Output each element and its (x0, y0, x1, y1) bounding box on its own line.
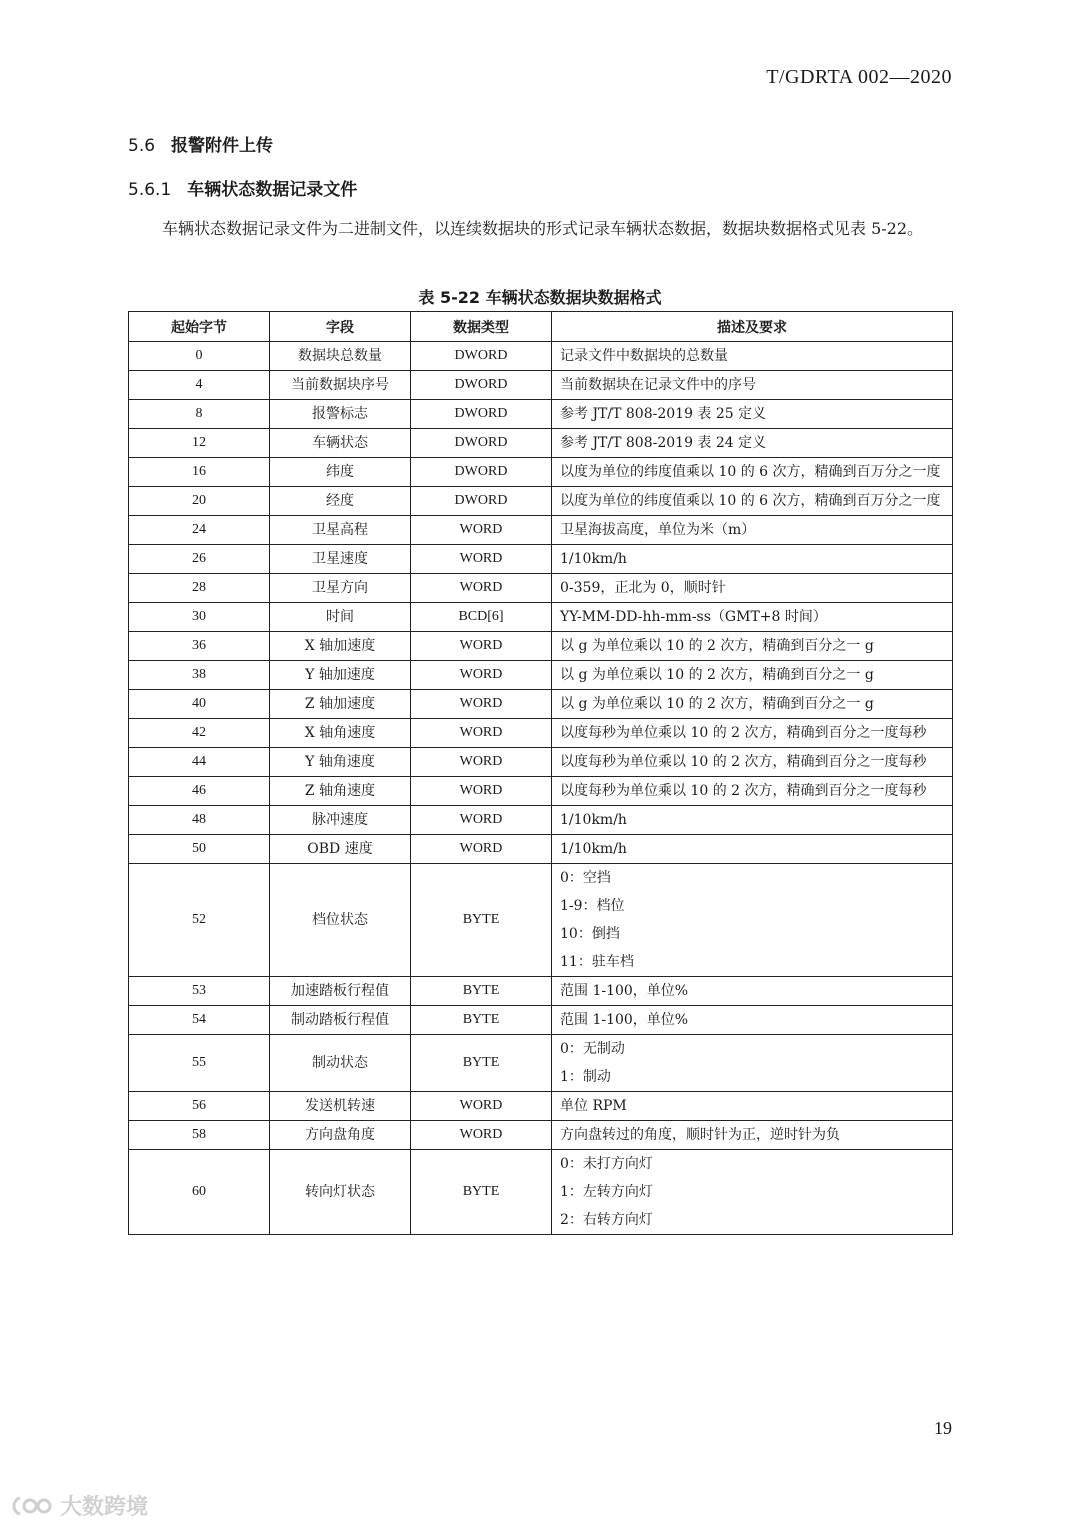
description-line: 以度每秒为单位乘以 10 的 2 次方，精确到百分之一度每秒 (560, 754, 927, 770)
description-line: 单位 RPM (560, 1098, 627, 1114)
table-row (129, 864, 953, 977)
cell-field: Z 轴加速度 (270, 690, 411, 719)
cell-data-type: WORD (411, 690, 552, 719)
table-row (129, 806, 953, 835)
cell-data-type: BYTE (411, 864, 552, 977)
cell-field: 档位状态 (270, 864, 411, 977)
cell-start-byte: 55 (129, 1035, 270, 1092)
cell-start-byte: 30 (129, 603, 270, 632)
description-line: 方向盘转过的角度，顺时针为正，逆时针为负 (560, 1127, 840, 1143)
header-data-type: 数据类型 (411, 312, 552, 342)
description-line: 1/10km/h (560, 551, 627, 567)
description-line: 以 g 为单位乘以 10 的 2 次方，精确到百分之一 g (560, 667, 874, 683)
cell-data-type: BYTE (411, 1150, 552, 1235)
table-row (129, 632, 953, 661)
table-row (129, 603, 953, 632)
cell-description (552, 748, 953, 777)
table-row (129, 719, 953, 748)
cell-start-byte: 48 (129, 806, 270, 835)
cell-description (552, 690, 953, 719)
cell-field: 车辆状态 (270, 429, 411, 458)
cell-data-type: WORD (411, 545, 552, 574)
description-line: 范围 1-100，单位% (560, 1012, 689, 1028)
table-row (129, 1121, 953, 1150)
table-row (129, 429, 953, 458)
cell-start-byte: 53 (129, 977, 270, 1006)
description-line: 以度每秒为单位乘以 10 的 2 次方，精确到百分之一度每秒 (560, 725, 927, 741)
table-row (129, 458, 953, 487)
section-number: 5.6 (128, 136, 156, 156)
cell-description (552, 1150, 953, 1235)
cell-start-byte: 60 (129, 1150, 270, 1235)
cell-description (552, 487, 953, 516)
cell-start-byte: 46 (129, 777, 270, 806)
table-body (129, 342, 953, 1235)
cell-start-byte: 24 (129, 516, 270, 545)
watermark-logo-icon (10, 1494, 54, 1518)
cell-start-byte: 52 (129, 864, 270, 977)
cell-field: Z 轴角速度 (270, 777, 411, 806)
cell-start-byte: 40 (129, 690, 270, 719)
table-row (129, 1092, 953, 1121)
table-row (129, 661, 953, 690)
cell-field: 卫星高程 (270, 516, 411, 545)
description-line: 参考 JT/T 808-2019 表 24 定义 (560, 435, 767, 451)
cell-data-type: WORD (411, 835, 552, 864)
table-row (129, 977, 953, 1006)
description-line: 1-9：档位 (560, 898, 625, 914)
cell-field: 制动状态 (270, 1035, 411, 1092)
description-line: 0：无制动 (560, 1041, 625, 1057)
cell-field: 数据块总数量 (270, 342, 411, 371)
cell-field: 经度 (270, 487, 411, 516)
cell-description (552, 371, 953, 400)
table-row (129, 1150, 953, 1235)
cell-data-type: BCD[6] (411, 603, 552, 632)
description-line: 1：左转方向灯 (560, 1184, 653, 1200)
table-row (129, 516, 953, 545)
description-line: 1/10km/h (560, 812, 627, 828)
table-row (129, 748, 953, 777)
table-row (129, 487, 953, 516)
cell-start-byte: 4 (129, 371, 270, 400)
table-caption: 表 5-22 车辆状态数据块数据格式 (418, 288, 662, 307)
cell-start-byte: 12 (129, 429, 270, 458)
cell-start-byte: 8 (129, 400, 270, 429)
cell-data-type: WORD (411, 719, 552, 748)
cell-description (552, 458, 953, 487)
cell-data-type: BYTE (411, 1006, 552, 1035)
cell-description (552, 342, 953, 371)
cell-start-byte: 38 (129, 661, 270, 690)
cell-field: 方向盘角度 (270, 1121, 411, 1150)
watermark (10, 1490, 148, 1521)
cell-start-byte: 36 (129, 632, 270, 661)
header-field: 字段 (270, 312, 411, 342)
cell-data-type: DWORD (411, 429, 552, 458)
description-line: 当前数据块在记录文件中的序号 (560, 377, 756, 393)
cell-field: Y 轴角速度 (270, 748, 411, 777)
cell-description (552, 429, 953, 458)
table-row (129, 545, 953, 574)
cell-data-type: BYTE (411, 1035, 552, 1092)
cell-description (552, 806, 953, 835)
page-number: 19 (934, 1418, 952, 1438)
cell-data-type: DWORD (411, 458, 552, 487)
description-line: 10：倒挡 (560, 926, 620, 942)
cell-field: Y 轴加速度 (270, 661, 411, 690)
cell-data-type: BYTE (411, 977, 552, 1006)
subsection-title: 车辆状态数据记录文件 (187, 180, 358, 200)
cell-data-type: DWORD (411, 487, 552, 516)
cell-data-type: WORD (411, 748, 552, 777)
description-line: 以度为单位的纬度值乘以 10 的 6 次方，精确到百万分之一度 (560, 493, 941, 509)
header-description: 描述及要求 (552, 312, 953, 342)
description-line: 以度为单位的纬度值乘以 10 的 6 次方，精确到百万分之一度 (560, 464, 941, 480)
table-row (129, 1006, 953, 1035)
cell-description (552, 661, 953, 690)
cell-data-type: WORD (411, 661, 552, 690)
cell-start-byte: 26 (129, 545, 270, 574)
table-row (129, 342, 953, 371)
table-row (129, 1035, 953, 1092)
cell-field: 制动踏板行程值 (270, 1006, 411, 1035)
cell-data-type: DWORD (411, 342, 552, 371)
section-title: 报警附件上传 (171, 136, 274, 156)
cell-start-byte: 16 (129, 458, 270, 487)
cell-field: 转向灯状态 (270, 1150, 411, 1235)
cell-description (552, 977, 953, 1006)
cell-description (552, 835, 953, 864)
description-line: 0：空挡 (560, 870, 611, 886)
description-line: 参考 JT/T 808-2019 表 25 定义 (560, 406, 767, 422)
cell-data-type: WORD (411, 806, 552, 835)
cell-field: 纬度 (270, 458, 411, 487)
cell-description (552, 400, 953, 429)
table-row (129, 690, 953, 719)
description-line: 11：驻车档 (560, 954, 634, 970)
watermark-text: 大数跨境 (60, 1495, 149, 1520)
cell-field: 报警标志 (270, 400, 411, 429)
subsection-heading (128, 175, 357, 200)
cell-start-byte: 0 (129, 342, 270, 371)
cell-description (552, 632, 953, 661)
table-row (129, 777, 953, 806)
table-row (129, 574, 953, 603)
cell-description (552, 574, 953, 603)
header-start-byte: 起始字节 (129, 312, 270, 342)
cell-data-type: DWORD (411, 371, 552, 400)
subsection-number: 5.6.1 (128, 180, 172, 200)
description-line: 1：制动 (560, 1069, 611, 1085)
cell-field: 卫星方向 (270, 574, 411, 603)
description-line: 范围 1-100，单位% (560, 983, 689, 999)
cell-description (552, 864, 953, 977)
description-line: 记录文件中数据块的总数量 (560, 348, 728, 364)
cell-description (552, 603, 953, 632)
description-line: 2：右转方向灯 (560, 1212, 653, 1228)
cell-start-byte: 42 (129, 719, 270, 748)
document-code: T/GDRTA 002—2020 (766, 66, 952, 88)
cell-data-type: WORD (411, 1092, 552, 1121)
body-paragraph: 车辆状态数据记录文件为二进制文件，以连续数据块的形式记录车辆状态数据，数据块数据格式见表 5-22。 (162, 219, 924, 238)
description-line: 以 g 为单位乘以 10 的 2 次方，精确到百分之一 g (560, 696, 874, 712)
cell-description (552, 777, 953, 806)
description-line: 0：未打方向灯 (560, 1156, 653, 1172)
cell-field: 发送机转速 (270, 1092, 411, 1121)
cell-field: 脉冲速度 (270, 806, 411, 835)
cell-start-byte: 56 (129, 1092, 270, 1121)
cell-description (552, 545, 953, 574)
cell-description (552, 1035, 953, 1092)
cell-field: 加速踏板行程值 (270, 977, 411, 1006)
description-line: 以度每秒为单位乘以 10 的 2 次方，精确到百分之一度每秒 (560, 783, 927, 799)
table-row (129, 371, 953, 400)
cell-field: 时间 (270, 603, 411, 632)
cell-description (552, 719, 953, 748)
cell-description (552, 1006, 953, 1035)
cell-description (552, 516, 953, 545)
cell-start-byte: 44 (129, 748, 270, 777)
cell-data-type: WORD (411, 516, 552, 545)
description-line: 卫星海拔高度，单位为米（m） (560, 522, 756, 538)
section-heading (128, 131, 273, 156)
cell-data-type: DWORD (411, 400, 552, 429)
description-line: 0-359，正北为 0，顺时针 (560, 580, 726, 596)
cell-start-byte: 28 (129, 574, 270, 603)
cell-data-type: WORD (411, 777, 552, 806)
cell-start-byte: 54 (129, 1006, 270, 1035)
cell-data-type: WORD (411, 574, 552, 603)
cell-description (552, 1092, 953, 1121)
cell-data-type: WORD (411, 632, 552, 661)
description-line: YY-MM-DD-hh-mm-ss（GMT+8 时间） (560, 609, 827, 625)
table-row (129, 400, 953, 429)
cell-field: 卫星速度 (270, 545, 411, 574)
cell-data-type: WORD (411, 1121, 552, 1150)
cell-field: OBD 速度 (270, 835, 411, 864)
cell-start-byte: 20 (129, 487, 270, 516)
description-line: 以 g 为单位乘以 10 的 2 次方，精确到百分之一 g (560, 638, 874, 654)
cell-description (552, 1121, 953, 1150)
table-header-row (129, 312, 953, 342)
cell-field: 当前数据块序号 (270, 371, 411, 400)
table-row (129, 835, 953, 864)
cell-field: X 轴加速度 (270, 632, 411, 661)
cell-start-byte: 50 (129, 835, 270, 864)
description-line: 1/10km/h (560, 841, 627, 857)
cell-start-byte: 58 (129, 1121, 270, 1150)
cell-field: X 轴角速度 (270, 719, 411, 748)
data-format-table (128, 311, 953, 1235)
